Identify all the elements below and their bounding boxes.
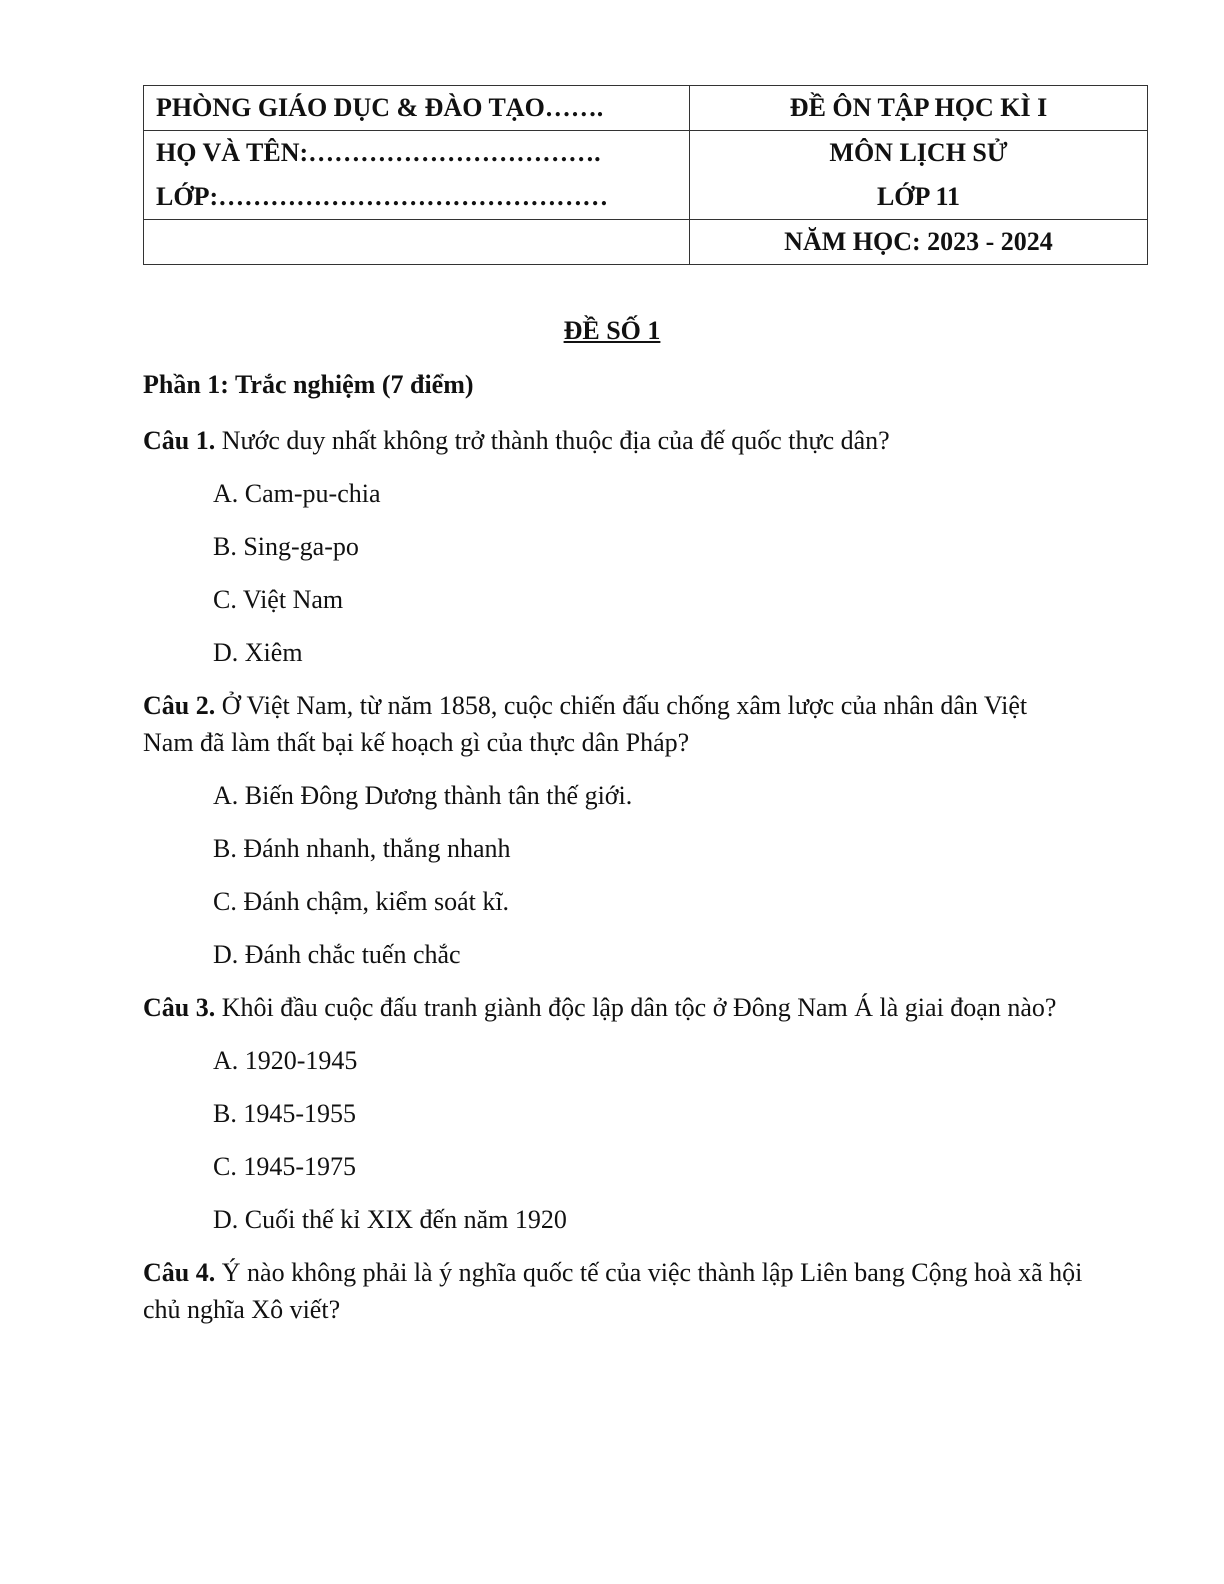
answer-option: A. 1920-1945 xyxy=(213,1046,358,1075)
exam-name-cell: ĐỀ ÔN TẬP HỌC KÌ I xyxy=(690,86,1148,131)
section-title: Phần 1: Trắc nghiệm (7 điểm) xyxy=(143,370,474,399)
subject-label: MÔN LỊCH SỬ xyxy=(829,138,1008,167)
answer-option: A. Biến Đông Dương thành tân thế giới. xyxy=(213,781,633,810)
question-text: Nước duy nhất không trở thành thuộc địa của đế quốc thực dân? xyxy=(215,426,890,455)
student-name-field: HỌ VÀ TÊN:……………………………. xyxy=(156,138,601,167)
student-info-cell xyxy=(144,131,690,220)
question-3 xyxy=(143,989,1083,1026)
answer-option: C. 1945-1975 xyxy=(213,1152,356,1181)
department-cell: PHÒNG GIÁO DỤC & ĐÀO TẠO……. xyxy=(144,86,690,131)
question-label: Câu 3. xyxy=(143,993,216,1022)
answer-option: B. 1945-1955 xyxy=(213,1099,356,1128)
exam-title: ĐỀ SỐ 1 xyxy=(563,316,661,345)
answer-option: D. Xiêm xyxy=(213,638,303,667)
answer-option: C. Việt Nam xyxy=(213,585,344,614)
answer-option: B. Đánh nhanh, thắng nhanh xyxy=(213,834,511,863)
question-4 xyxy=(143,1254,1083,1328)
questions-list xyxy=(143,422,1083,1344)
answer-option: C. Đánh chậm, kiểm soát kĩ. xyxy=(213,887,510,916)
student-class-field: LỚP:……………………………………… xyxy=(156,182,609,211)
question-1 xyxy=(143,422,1083,459)
question-label: Câu 1. xyxy=(143,426,216,455)
answer-option: D. Cuối thế kỉ XIX đến năm 1920 xyxy=(213,1205,567,1234)
question-2 xyxy=(143,687,1083,761)
answer-option: D. Đánh chắc tuến chắc xyxy=(213,940,461,969)
school-year-cell: NĂM HỌC: 2023 - 2024 xyxy=(690,220,1148,265)
question-text: Ở Việt Nam, từ năm 1858, cuộc chiến đấu chống xâm lược của nhân dân Việt Nam đã làm thất bại kế hoạch gì của thực dân Pháp? xyxy=(143,691,1028,757)
empty-cell xyxy=(144,220,690,265)
subject-info-cell xyxy=(690,131,1148,220)
question-text: Ý nào không phải là ý nghĩa quốc tế của việc thành lập Liên bang Cộng hoà xã hội chủ nghĩa Xô viết? xyxy=(143,1258,1083,1324)
answer-option: A. Cam-pu-chia xyxy=(213,479,381,508)
exam-header-table xyxy=(143,85,1148,265)
grade-label: LỚP 11 xyxy=(876,182,961,211)
question-label: Câu 4. xyxy=(143,1258,216,1287)
question-text: Khôi đầu cuộc đấu tranh giành độc lập dân tộc ở Đông Nam Á là giai đoạn nào? xyxy=(215,993,1057,1022)
question-label: Câu 2. xyxy=(143,691,216,720)
answer-option: B. Sing-ga-po xyxy=(213,532,359,561)
